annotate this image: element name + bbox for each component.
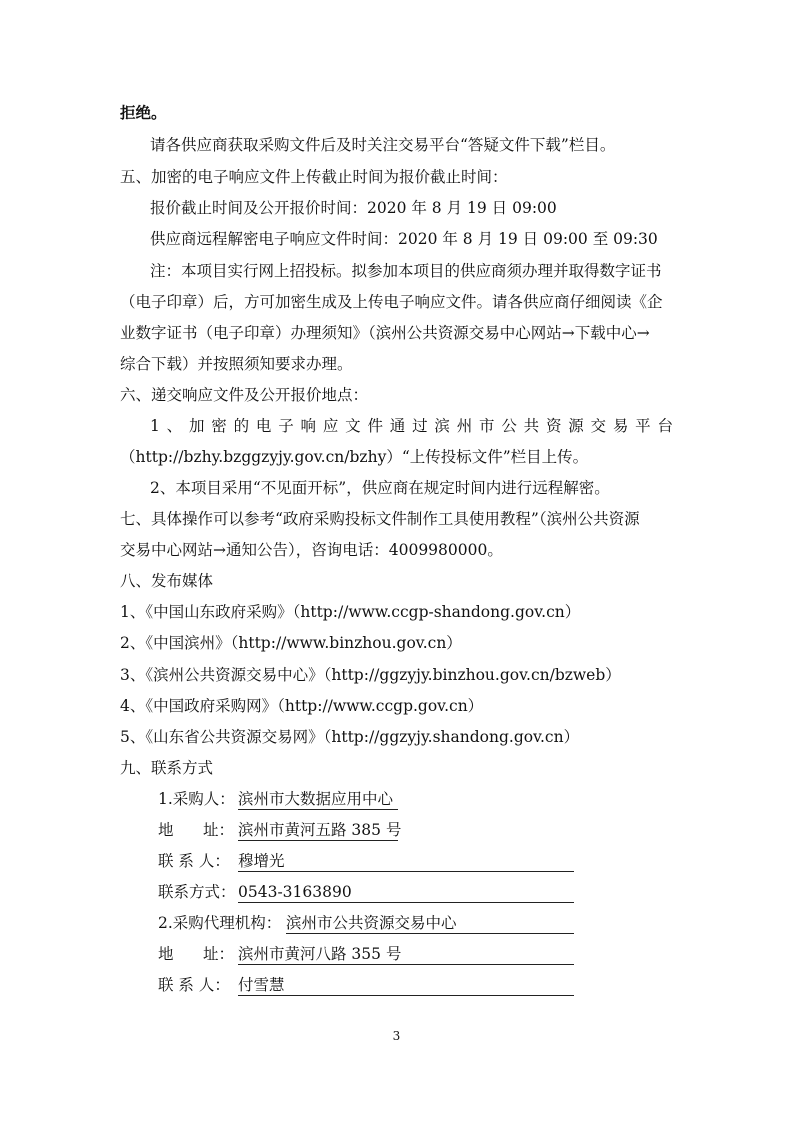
section-6-title: 六、递交响应文件及公开报价地点： xyxy=(120,386,369,404)
section-6-item-2: 2、本项目采用“不见面开标”，供应商在规定时间内进行远程解密。 xyxy=(150,479,610,497)
section-8-title: 八、发布媒体 xyxy=(120,572,214,590)
contact-buyer-phone-label: 联系方式： xyxy=(158,883,236,901)
contact-agent-person-underline xyxy=(238,995,574,996)
contact-buyer-address-label: 地 址： xyxy=(158,821,235,839)
section-5-title: 五、加密的电子响应文件上传截止时间为报价截止时间： xyxy=(120,168,508,186)
contact-buyer-row xyxy=(158,789,678,811)
contact-buyer-person-underline xyxy=(238,871,574,872)
page-number: 3 xyxy=(392,1029,401,1043)
note-line-1: 注：本项目实行网上招投标。拟参加本项目的供应商须办理并取得数字证书 xyxy=(150,262,662,280)
contact-agent-row xyxy=(158,913,678,935)
section-7-line-2: 交易中心网站→通知公告），咨询电话：4009980000。 xyxy=(120,541,503,559)
note-line-4: 综合下载）并按照须知要求办理。 xyxy=(120,355,353,373)
contact-agent-person-value: 付雪慧 xyxy=(238,976,285,994)
note-line-3: 业数字证书（电子印章）办理须知》（滨州公共资源交易中心网站→下载中心→ xyxy=(120,324,650,342)
text-refuse: 拒绝。 xyxy=(120,103,167,122)
contact-agent-address-underline xyxy=(238,964,574,965)
contact-buyer-person-row xyxy=(158,851,678,873)
section-7-line-1: 七、具体操作可以参考“政府采购投标文件制作工具使用教程”（滨州公共资源 xyxy=(120,510,640,528)
contact-agent-address-label: 地 址： xyxy=(158,945,235,963)
text-deadline: 报价截止时间及公开报价时间：2020 年 8 月 19 日 09:00 xyxy=(150,199,557,217)
section-6-item-1-line-1: 1、加密的电子响应文件通过滨州市公共资源交易平台 xyxy=(150,417,673,435)
contact-buyer-label: 1.采购人： xyxy=(158,790,235,808)
text-notice-faq: 请各供应商获取采购文件后及时关注交易平台“答疑文件下载”栏目。 xyxy=(150,136,616,154)
contact-agent-value: 滨州市公共资源交易中心 xyxy=(286,914,457,932)
contact-agent-address-row xyxy=(158,944,678,966)
contact-buyer-phone-value: 0543-3163890 xyxy=(238,883,352,901)
contact-buyer-underline xyxy=(238,809,398,810)
note-line-2: （电子印章）后，方可加密生成及上传电子响应文件。请各供应商仔细阅读《企 xyxy=(120,293,663,311)
media-item-5: 5、《山东省公共资源交易网》（http://ggzyjy.shandong.gov.cn） xyxy=(120,728,580,746)
contact-agent-underline xyxy=(286,933,574,934)
media-item-4: 4、《中国政府采购网》（http://www.ccgp.gov.cn） xyxy=(120,697,484,715)
contact-buyer-person-label: 联 系 人： xyxy=(158,852,230,870)
contact-buyer-address-value: 滨州市黄河五路 385 号 xyxy=(238,821,402,839)
contact-agent-label: 2.采购代理机构： xyxy=(158,914,282,932)
media-item-3: 3、《滨州公共资源交易中心》（http://ggzyjy.binzhou.gov.cn/bzweb） xyxy=(120,666,621,684)
contact-buyer-value: 滨州市大数据应用中心 xyxy=(238,790,394,808)
media-item-1: 1、《中国山东政府采购》（http://www.ccgp-shandong.gov.cn） xyxy=(120,603,581,621)
contact-buyer-address-row xyxy=(158,820,678,842)
section-9-title: 九、联系方式 xyxy=(120,759,214,777)
media-item-2: 2、《中国滨州》（http://www.binzhou.gov.cn） xyxy=(120,634,462,652)
section-6-item-1-line-2: （http://bzhy.bzggzyjy.gov.cn/bzhy）“上传投标文件”栏目上传。 xyxy=(120,448,589,466)
text-decrypt-time: 供应商远程解密电子响应文件时间：2020 年 8 月 19 日 09:00 至 09:30 xyxy=(150,230,658,248)
contact-buyer-person-value: 穆增光 xyxy=(238,852,285,870)
contact-buyer-phone-underline xyxy=(238,902,574,903)
contact-agent-address-value: 滨州市黄河八路 355 号 xyxy=(238,945,402,963)
contact-buyer-address-underline xyxy=(238,840,398,841)
contact-agent-person-label: 联 系 人： xyxy=(158,976,230,994)
contact-buyer-phone-row xyxy=(158,882,678,904)
contact-agent-person-row xyxy=(158,975,678,997)
